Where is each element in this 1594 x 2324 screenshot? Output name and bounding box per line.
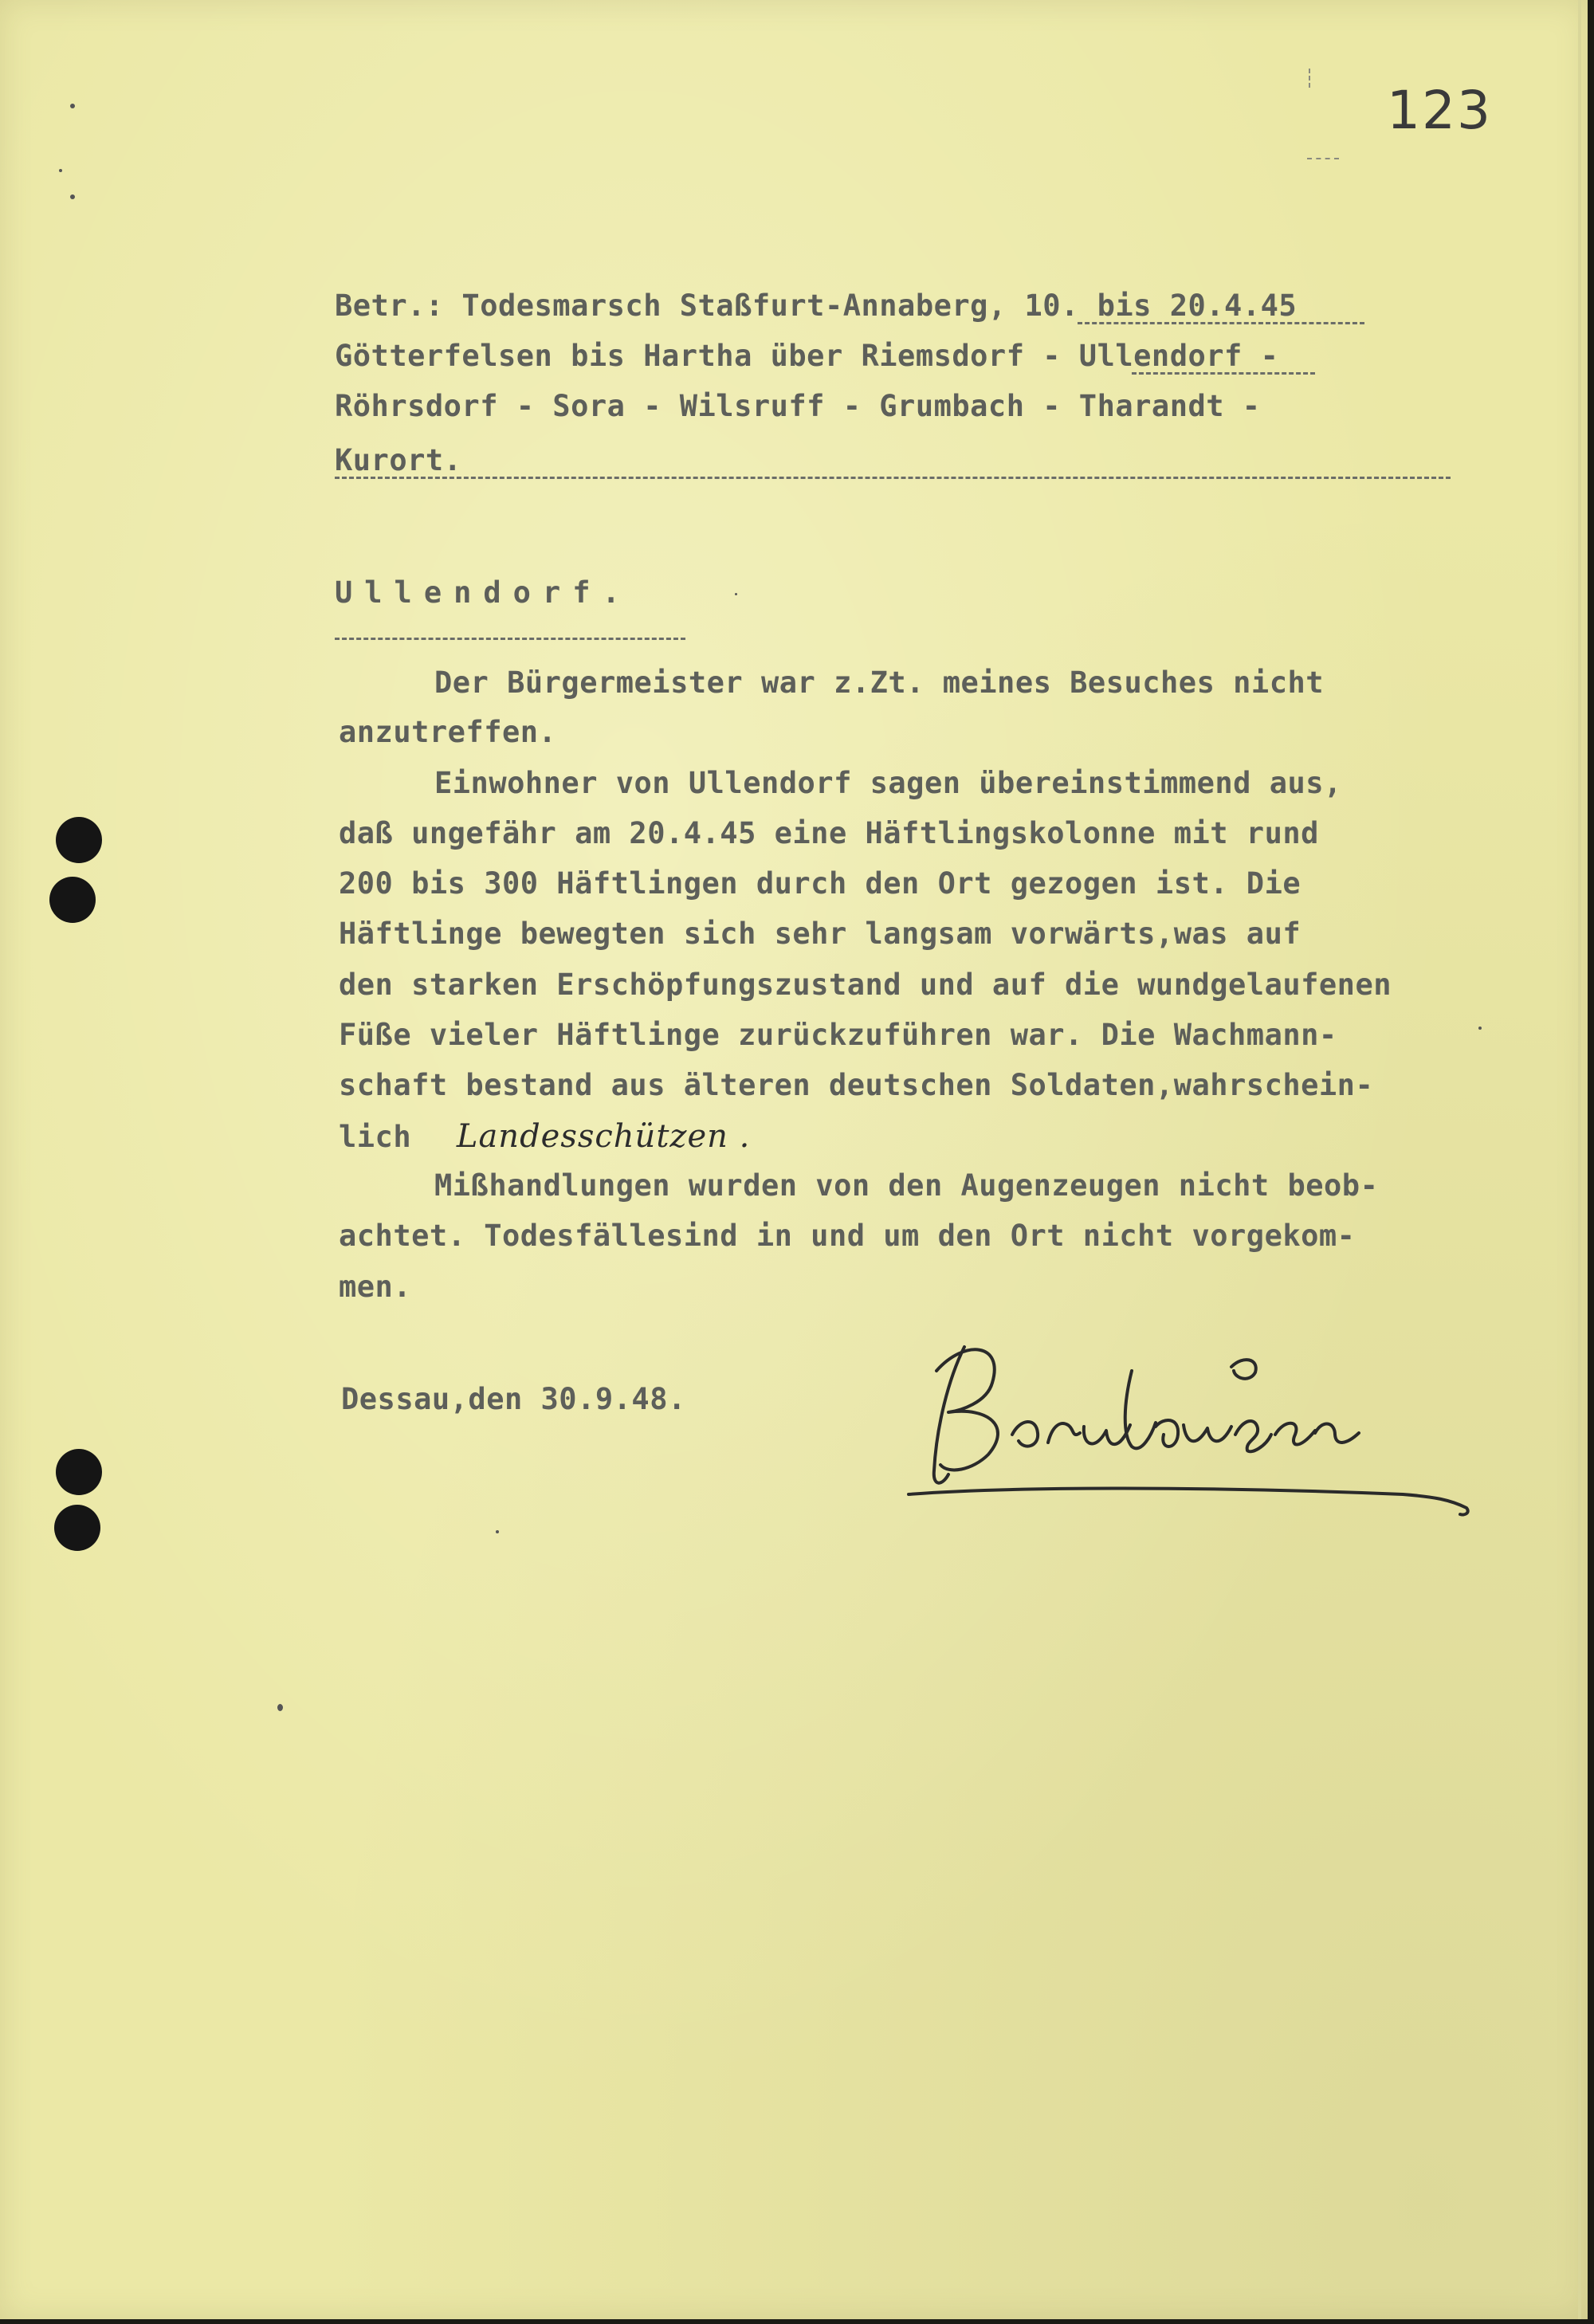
body-line-1: Der Bürgermeister war z.Zt. meines Besuches nicht xyxy=(434,665,1325,700)
body-line-11: Mißhandlungen wurden von den Augenzeugen nicht beob- xyxy=(434,1168,1379,1203)
signature xyxy=(893,1323,1482,1530)
body-line-13: men. xyxy=(339,1270,412,1304)
subject-underline xyxy=(335,477,1451,479)
date-line: Dessau,den 30.9.48. xyxy=(341,1382,686,1416)
punch-hole xyxy=(56,1449,102,1495)
body-line-9: schaft bestand aus älteren deutschen Soldaten,wahrschein- xyxy=(339,1068,1374,1102)
heading-underline xyxy=(335,638,685,640)
subject-line-2: Götterfelsen bis Hartha über Riemsdorf - Ullendorf - xyxy=(335,339,1279,373)
subject-underline xyxy=(1132,372,1315,375)
body-line-10 xyxy=(339,1118,750,1155)
paper-mark xyxy=(1307,158,1339,159)
paper-mark xyxy=(1478,1027,1482,1030)
subject-underline xyxy=(1078,322,1364,324)
paper-edge xyxy=(1578,0,1581,2319)
body-line-7: den starken Erschöpfungszustand und auf die wundgelaufenen xyxy=(339,968,1392,1002)
handwritten-insertion: Landesschützen . xyxy=(456,1118,751,1155)
body-line-8: Füße vieler Häftlinge zurückzuführen war. Die Wachmann- xyxy=(339,1018,1337,1052)
subject-line-4: Kurort. xyxy=(335,443,462,477)
punch-hole xyxy=(54,1505,100,1551)
subject-line-1: Betr.: Todesmarsch Staßfurt-Annaberg, 10. bis 20.4.45 xyxy=(335,289,1298,323)
punch-hole xyxy=(56,817,102,863)
punch-hole xyxy=(49,877,96,923)
paper-mark xyxy=(59,169,62,172)
body-line-2: anzutreffen. xyxy=(339,715,557,749)
body-line-12: achtet. Todesfällesind in und um den Ort nicht vorgekom- xyxy=(339,1219,1356,1253)
body-line-6: Häftlinge bewegten sich sehr langsam vorwärts,was auf xyxy=(339,917,1302,951)
body-line-10-typed: lich xyxy=(339,1120,412,1154)
paper-mark xyxy=(1309,69,1312,88)
paper-mark xyxy=(70,194,75,199)
paper-mark xyxy=(70,104,75,108)
body-line-5: 200 bis 300 Häftlingen durch den Ort gezogen ist. Die xyxy=(339,866,1302,901)
section-heading: Ullendorf. xyxy=(335,575,632,610)
paper-mark xyxy=(496,1530,499,1533)
paper-mark xyxy=(735,593,737,595)
body-line-4: daß ungefähr am 20.4.45 eine Häftlingskolonne mit rund xyxy=(339,816,1319,850)
body-line-3: Einwohner von Ullendorf sagen übereinstimmend aus, xyxy=(434,766,1342,800)
page-number: 123 xyxy=(1387,80,1492,141)
paper-mark xyxy=(277,1704,283,1711)
subject-line-3: Röhrsdorf - Sora - Wilsruff - Grumbach - Tharandt - xyxy=(335,389,1261,423)
